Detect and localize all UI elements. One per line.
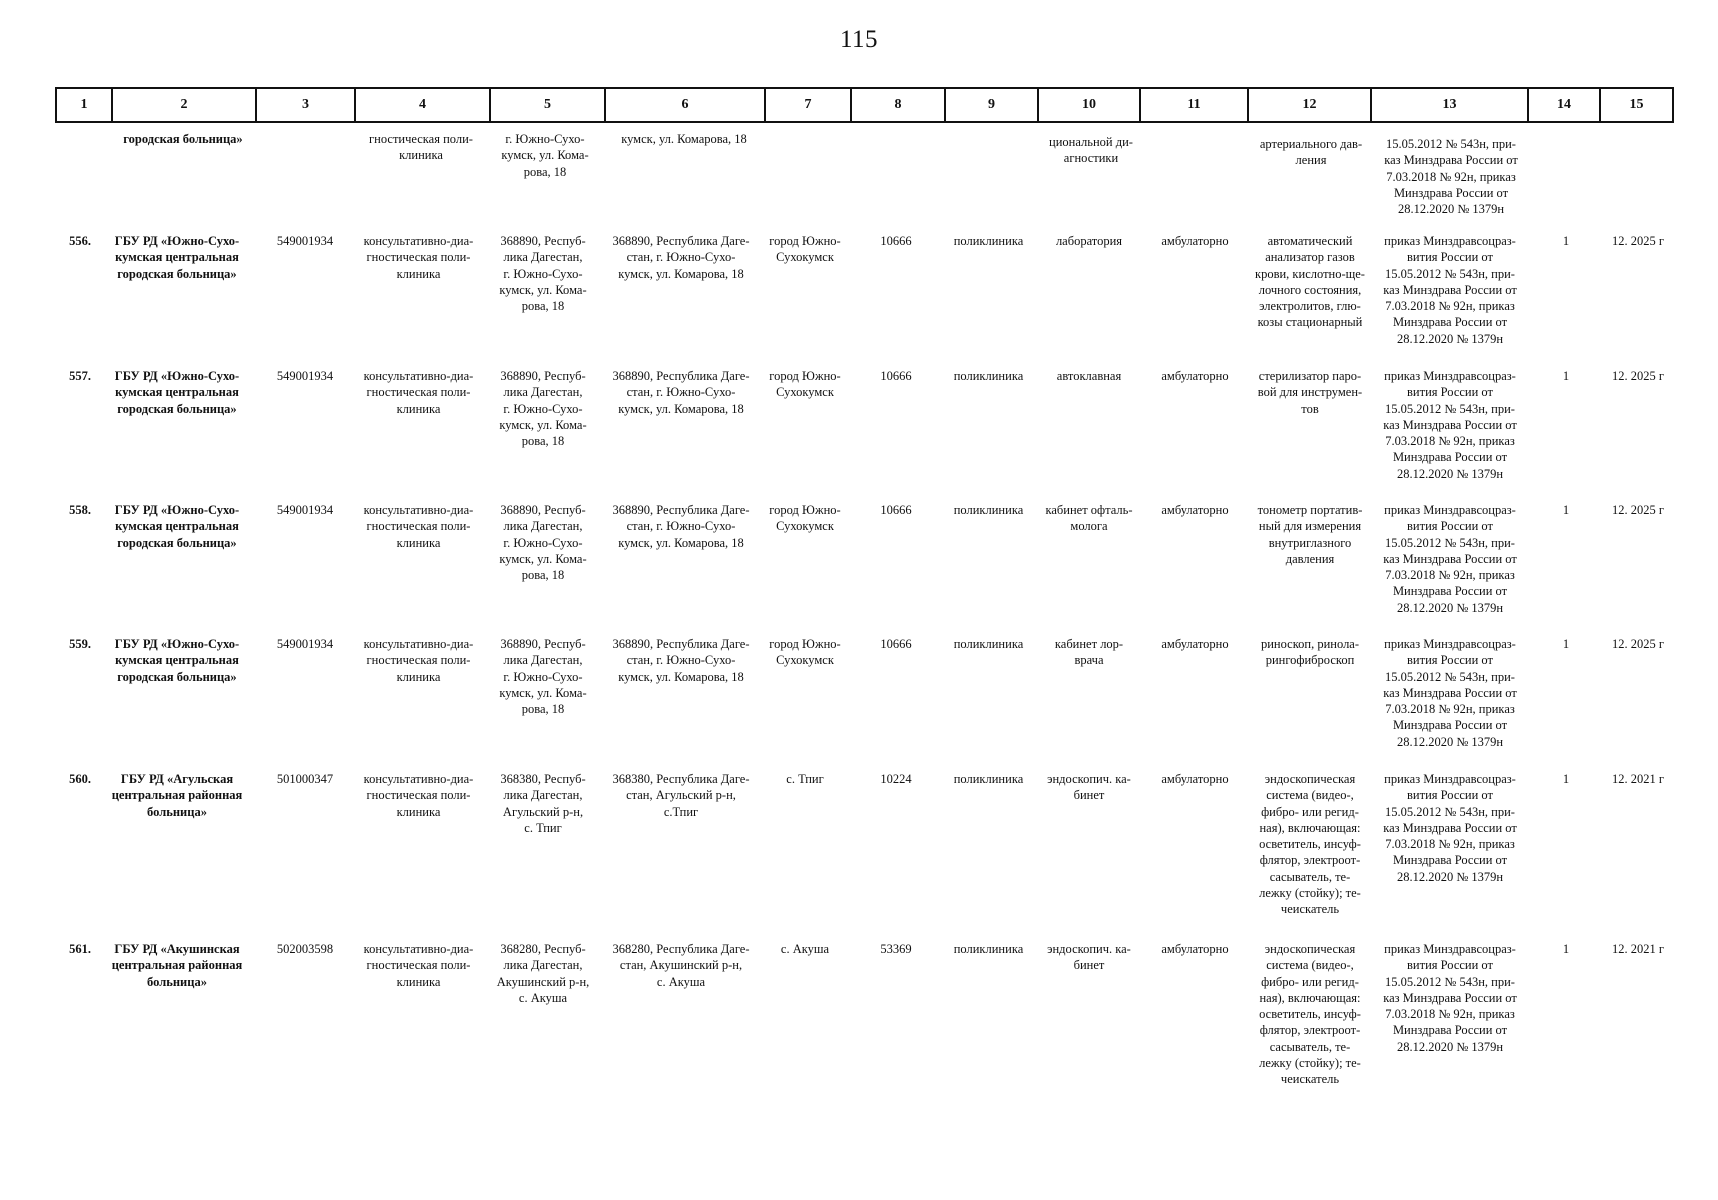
equipment: стерилизатор паро- вой для инструмен- тов (1257, 369, 1363, 416)
room: эндоскопич. ка- бинет (1047, 942, 1131, 973)
legal-basis: приказ Минздравсоцраз- вития России от 15.05.2012 № 543н, при- каз Минздрава России от 7.03.2018 № 92н, приказ Минздрава России от 28.12.2020 № 1379н (1383, 772, 1517, 884)
organization-name: ГБУ РД «Южно-Сухо- кумская центральная городская больница» (114, 234, 240, 281)
row-number: 557. (69, 369, 91, 383)
row-number: 558. (69, 503, 91, 517)
equipment: эндоскопическая система (видео-, фибро- или регид- ная), включающая: осветитель, инсуф- флятор, электроот- сасыватель, те- лежку (стойку); те- чеискатель (1259, 772, 1361, 917)
unit: поликлиника (953, 942, 1024, 956)
locality: город Южно- Сухокумск (769, 369, 841, 400)
quantity: 1 (1562, 234, 1570, 248)
locality: с. Акуша (780, 942, 830, 956)
legal-address: 368890, Респуб- лика Дагестан, г. Южно-Сухо- кумск, ул. Кома- рова, 18 (499, 369, 587, 449)
column-number: 3 (256, 88, 355, 122)
actual-address: 368380, Республика Даге- стан, Агульский р-н, с.Тпиг (612, 772, 750, 819)
quantity: 1 (1562, 637, 1570, 651)
territory-code: 10224 (880, 772, 912, 786)
unit: поликлиника (953, 503, 1024, 517)
organization-inn: 549001934 (276, 369, 334, 383)
quantity: 1 (1562, 772, 1570, 786)
care-type: амбулаторно (1161, 637, 1229, 651)
division: консультативно-диа- гностическая поли- клиника (363, 942, 474, 989)
care-type: амбулаторно (1161, 234, 1229, 248)
legal-address: 368380, Респуб- лика Дагестан, Агульский р-н, с. Тпиг (500, 772, 586, 835)
territory-code: 10666 (880, 503, 912, 517)
locality: город Южно- Сухокумск (769, 503, 841, 534)
legal-address: 368890, Респуб- лика Дагестан, г. Южно-Сухо- кумск, ул. Кома- рова, 18 (499, 234, 587, 314)
row-number: 560. (69, 772, 91, 786)
quantity: 1 (1562, 369, 1570, 383)
row-number: 561. (69, 942, 91, 956)
due-date: 12. 2025 г (1611, 637, 1664, 651)
equipment: тонометр портатив- ный для измерения внутриглазного давления (1257, 503, 1363, 566)
legal-address: 368890, Респуб- лика Дагестан, г. Южно-Сухо- кумск, ул. Кома- рова, 18 (499, 637, 587, 717)
row-number: 559. (69, 637, 91, 651)
room: кабинет лор- врача (1054, 637, 1124, 668)
quantity: 1 (1562, 503, 1570, 517)
actual-address: 368890, Республика Даге- стан, г. Южно-Сухо- кумск, ул. Комарова, 18 (612, 637, 750, 684)
organization-name: ГБУ РД «Акушинская центральная районная больница» (111, 942, 243, 989)
organization-name: ГБУ РД «Южно-Сухо- кумская центральная городская больница» (114, 503, 240, 550)
actual-address: 368890, Республика Даге- стан, г. Южно-Сухо- кумск, ул. Комарова, 18 (612, 369, 750, 416)
division: консультативно-диа- гностическая поли- клиника (363, 234, 474, 281)
due-date: 12. 2021 г (1611, 772, 1664, 786)
care-type: амбулаторно (1161, 503, 1229, 517)
cont-division: гностическая поли- клиника (369, 132, 473, 163)
legal-address: 368890, Респуб- лика Дагестан, г. Южно-Сухо- кумск, ул. Кома- рова, 18 (499, 503, 587, 583)
locality: город Южно- Сухокумск (769, 637, 841, 668)
care-type: амбулаторно (1161, 772, 1229, 786)
equipment: риноскоп, ринола- рингофиброскоп (1260, 637, 1360, 668)
equipment: эндоскопическая система (видео-, фибро- или регид- ная), включающая: осветитель, инсуф- флятор, электроот- сасыватель, те- лежку (стойку); те- чеискатель (1259, 942, 1361, 1087)
column-number: 9 (945, 88, 1038, 122)
organization-inn: 549001934 (276, 637, 334, 651)
column-number: 11 (1140, 88, 1248, 122)
column-number: 14 (1528, 88, 1600, 122)
legal-address: 368280, Респуб- лика Дагестан, Акушинский р-н, с. Акуша (496, 942, 590, 1005)
column-number: 6 (605, 88, 765, 122)
actual-address: 368280, Республика Даге- стан, Акушинский р-н, с. Акуша (612, 942, 750, 989)
column-number: 13 (1371, 88, 1528, 122)
legal-basis: приказ Минздравсоцраз- вития России от 15.05.2012 № 543н, при- каз Минздрава России от 7.03.2018 № 92н, приказ Минздрава России от 28.12.2020 № 1379н (1383, 369, 1517, 481)
room: лаборатория (1055, 234, 1123, 248)
actual-address: 368890, Республика Даге- стан, г. Южно-Сухо- кумск, ул. Комарова, 18 (612, 503, 750, 550)
territory-code: 10666 (880, 369, 912, 383)
care-type: амбулаторно (1161, 942, 1229, 956)
unit: поликлиника (953, 234, 1024, 248)
legal-basis: приказ Минздравсоцраз- вития России от 15.05.2012 № 543н, при- каз Минздрава России от 7.03.2018 № 92н, приказ Минздрава России от 28.12.2020 № 1379н (1383, 234, 1517, 346)
due-date: 12. 2025 г (1611, 503, 1664, 517)
locality: город Южно- Сухокумск (769, 234, 841, 265)
column-number: 2 (112, 88, 256, 122)
cont-equipment: артериального дав- ления (1259, 137, 1363, 168)
locality: с. Тпиг (786, 772, 824, 786)
territory-code: 10666 (880, 637, 912, 651)
cont-name: городская больница» (123, 132, 243, 146)
column-number: 8 (851, 88, 945, 122)
cont-basis: 15.05.2012 № 543н, при- каз Минздрава России от 7.03.2018 № 92н, приказ Минздрава России от 28.12.2020 № 1379н (1384, 137, 1518, 217)
cont-room: циональной ди- агностики (1049, 135, 1133, 166)
territory-code: 53369 (880, 942, 912, 956)
care-type: амбулаторно (1161, 369, 1229, 383)
unit: поликлиника (953, 369, 1024, 383)
division: консультативно-диа- гностическая поли- клиника (363, 503, 474, 550)
column-number: 7 (765, 88, 851, 122)
division: консультативно-диа- гностическая поли- клиника (363, 637, 474, 684)
quantity: 1 (1562, 942, 1570, 956)
column-number: 1 (56, 88, 112, 122)
column-header-table (55, 87, 1674, 123)
column-number: 12 (1248, 88, 1371, 122)
due-date: 12. 2021 г (1611, 942, 1664, 956)
column-number: 5 (490, 88, 605, 122)
legal-basis: приказ Минздравсоцраз- вития России от 15.05.2012 № 543н, при- каз Минздрава России от 7.03.2018 № 92н, приказ Минздрава России от 28.12.2020 № 1379н (1383, 942, 1517, 1054)
legal-basis: приказ Минздравсоцраз- вития России от 15.05.2012 № 543н, при- каз Минздрава России от 7.03.2018 № 92н, приказ Минздрава России от 28.12.2020 № 1379н (1383, 503, 1517, 615)
division: консультативно-диа- гностическая поли- клиника (363, 772, 474, 819)
equipment: автоматический анализатор газов крови, кислотно-ще- лочного состояния, электролитов, глю- козы стационарный (1255, 234, 1365, 330)
row-number: 556. (69, 234, 91, 248)
cont-actual-address: кумск, ул. Комарова, 18 (621, 132, 747, 146)
organization-inn: 549001934 (276, 234, 334, 248)
due-date: 12. 2025 г (1611, 369, 1664, 383)
cont-legal-address: г. Южно-Сухо- кумск, ул. Кома- рова, 18 (501, 132, 589, 179)
division: консультативно-диа- гностическая поли- клиника (363, 369, 474, 416)
column-number-row (56, 88, 1673, 122)
territory-code: 10666 (880, 234, 912, 248)
actual-address: 368890, Республика Даге- стан, г. Южно-Сухо- кумск, ул. Комарова, 18 (612, 234, 750, 281)
unit: поликлиника (953, 637, 1024, 651)
room: автоклавная (1056, 369, 1122, 383)
organization-inn: 502003598 (276, 942, 334, 956)
organization-inn: 549001934 (276, 503, 334, 517)
page-number: 115 (839, 26, 879, 53)
organization-name: ГБУ РД «Агульская центральная районная больница» (111, 772, 243, 819)
organization-inn: 501000347 (276, 772, 334, 786)
room: эндоскопич. ка- бинет (1047, 772, 1131, 803)
column-number: 4 (355, 88, 490, 122)
legal-basis: приказ Минздравсоцраз- вития России от 15.05.2012 № 543н, при- каз Минздрава России от 7.03.2018 № 92н, приказ Минздрава России от 28.12.2020 № 1379н (1383, 637, 1517, 749)
due-date: 12. 2025 г (1611, 234, 1664, 248)
organization-name: ГБУ РД «Южно-Сухо- кумская центральная городская больница» (114, 369, 240, 416)
room: кабинет офталь- молога (1045, 503, 1133, 534)
unit: поликлиника (953, 772, 1024, 786)
column-number: 10 (1038, 88, 1140, 122)
column-number: 15 (1600, 88, 1673, 122)
organization-name: ГБУ РД «Южно-Сухо- кумская центральная городская больница» (114, 637, 240, 684)
